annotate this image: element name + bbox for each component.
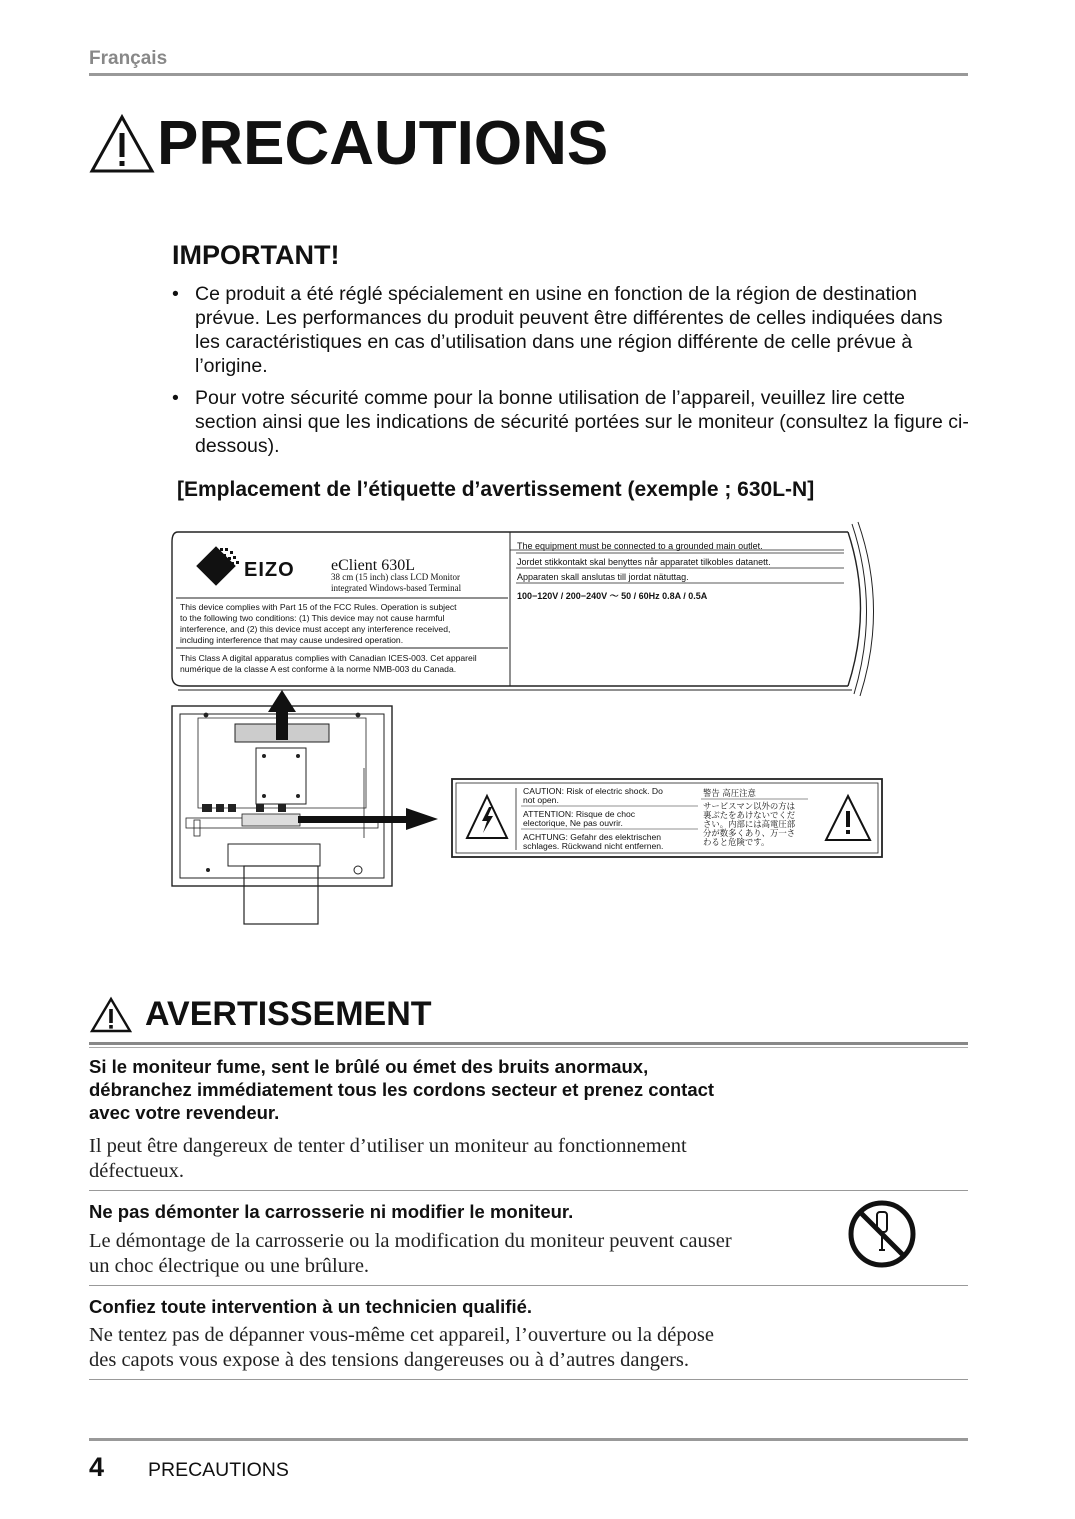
power-rating: 100−120V / 200−240V ～ 50 / 60Hz 0.8A / 0.5A bbox=[517, 591, 708, 601]
ground-line: Apparaten skall anslutas till jordat nätuttag. bbox=[517, 572, 689, 582]
warning-item-heading: Confiez toute intervention à un technicien qualifié. bbox=[89, 1296, 533, 1317]
figure-caption: [Emplacement de l’étiquette d’avertissement (exemple ; 630L-N] bbox=[177, 478, 815, 501]
warning-item-heading: Ne pas démonter la carrosserie ni modifier le moniteur. bbox=[89, 1201, 574, 1222]
header-rule bbox=[89, 73, 968, 76]
arrow-right-icon bbox=[298, 808, 438, 830]
product-line-2: integrated Windows-based Terminal bbox=[331, 583, 462, 593]
caution-jp: サービスマン以外の方は bbox=[703, 801, 795, 811]
footer-section-label: PRECAUTIONS bbox=[148, 1459, 289, 1481]
page-title bbox=[89, 108, 608, 179]
avertissement-title: AVERTISSEMENT bbox=[145, 995, 432, 1033]
warning-item-body: Ne tentez pas de dépanner vous-même cet appareil, l’ouverture ou la dépose des capots vous expose à des tensions dangereuses ou à d’autres dangers. bbox=[89, 1324, 714, 1371]
warning-item-heading: Si le moniteur fume, sent le brûlé ou émet des bruits anormaux, débranchez immédiatement tous les cordons secteur et prenez contact avec votre revendeur. bbox=[89, 1056, 715, 1123]
separator bbox=[89, 1285, 968, 1286]
fcc-line: including interference that may cause undesired operation. bbox=[180, 635, 404, 645]
caution-label bbox=[452, 779, 882, 857]
caution-fr: ATTENTION: Risque de choc bbox=[523, 809, 636, 819]
ground-line: The equipment must be connected to a grounded main outlet. bbox=[517, 541, 763, 551]
warning-item-body: Le démontage de la carrosserie ou la modification du moniteur peuvent causer un choc électrique ou une brûlure. bbox=[89, 1230, 732, 1277]
ices-line: numérique de la classe A est conforme à la norme NMB-003 du Canada. bbox=[180, 664, 457, 674]
caution-jp: 裏ぶたをあけないでくだ bbox=[703, 810, 796, 820]
section-rule bbox=[89, 1042, 968, 1045]
fcc-line: to the following two conditions: (1) This device may not cause harmful bbox=[180, 613, 445, 623]
caution-fr-2: electorique, Ne pas ouvrir. bbox=[523, 818, 623, 828]
caution-de-2: schlages. Rückwand nicht entfernen. bbox=[523, 841, 664, 851]
footer-rule bbox=[89, 1438, 968, 1441]
warning-triangle-icon bbox=[89, 113, 155, 175]
caution-en: CAUTION: Risk of electric shock. Do bbox=[523, 786, 663, 796]
eizo-logo bbox=[196, 546, 294, 586]
language-label: Français bbox=[89, 48, 168, 69]
list-item-text: Pour votre sécurité comme pour la bonne utilisation de l’appareil, veuillez lire cette section ainsi que les indications de sécurité portées sur le moniteur (consultez la figure ci-dessous). bbox=[195, 387, 969, 457]
warning-item-body: Il peut être dangereux de tenter d’utiliser un moniteur au fonctionnement défectueux. bbox=[89, 1135, 687, 1182]
separator bbox=[89, 1190, 968, 1191]
important-list bbox=[172, 282, 972, 466]
caution-jp: 警告 高圧注意 bbox=[703, 788, 756, 798]
caution-de: ACHTUNG: Gefahr des elektrischen bbox=[523, 832, 662, 842]
product-name: eClient 630L bbox=[331, 557, 415, 574]
page-number: 4 bbox=[89, 1452, 105, 1482]
section-rule bbox=[89, 1047, 968, 1048]
caution-jp: さい。内部には高電圧部 bbox=[703, 819, 796, 829]
ices-line: This Class A digital apparatus complies with Canadian ICES-003. Cet appareil bbox=[180, 653, 477, 663]
separator bbox=[89, 1379, 968, 1380]
warning-triangle-icon bbox=[89, 996, 133, 1034]
list-item bbox=[172, 282, 972, 378]
important-heading: IMPORTANT! bbox=[172, 240, 340, 270]
bullet-marker: • bbox=[172, 387, 179, 409]
page-title-text: PRECAUTIONS bbox=[157, 109, 609, 178]
no-disassembly-icon bbox=[846, 1198, 918, 1270]
logo-text: EIZO bbox=[244, 559, 295, 581]
fcc-line: This device complies with Part 15 of the FCC Rules. Operation is subject bbox=[180, 602, 457, 612]
ground-line: Jordet stikkontakt skal benyttes når apparatet tilkobles datanett. bbox=[517, 557, 771, 567]
avertissement-heading bbox=[89, 995, 432, 1034]
warning-label-figure bbox=[168, 518, 898, 930]
list-item-text: Ce produit a été réglé spécialement en usine en fonction de la région de destination prévue. Les performances du produit peuvent être différentes de celles indiquées dans les caractéristiques en cas d’utilisation dans une région différente de celle prévue à l’origine. bbox=[195, 283, 943, 377]
bullet-marker: • bbox=[172, 283, 179, 305]
fcc-line: interference, and (2) this device must accept any interference received, bbox=[180, 624, 451, 634]
caution-jp: 分が数多くあり、万一さ bbox=[703, 828, 796, 838]
caution-jp: わると危険です。 bbox=[703, 837, 770, 847]
caution-en-2: not open. bbox=[523, 795, 559, 805]
product-line-1: 38 cm (15 inch) class LCD Monitor bbox=[331, 572, 460, 582]
list-item bbox=[172, 386, 972, 458]
